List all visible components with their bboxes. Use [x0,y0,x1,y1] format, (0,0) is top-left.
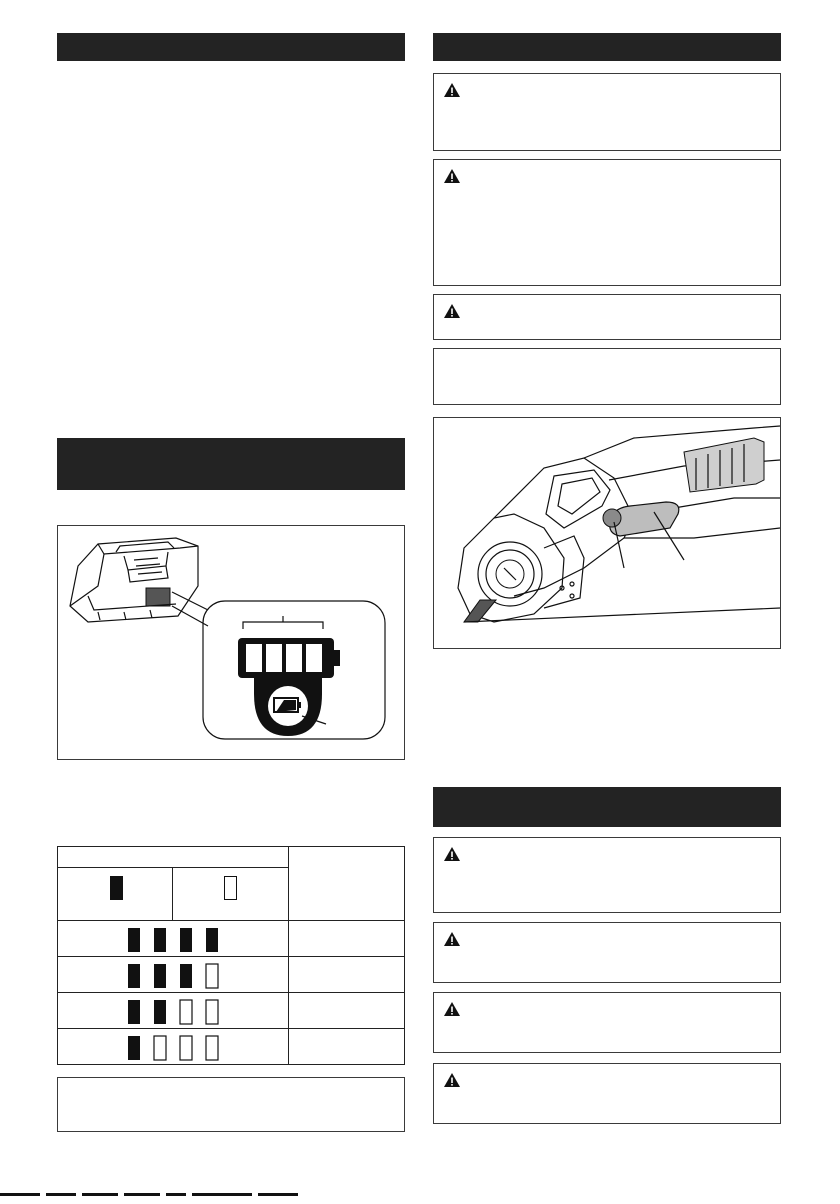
warning-box [433,159,781,286]
section-bar-right-bottom [433,787,781,827]
page-footer-fragment [0,1186,840,1192]
tool-illustration [434,418,780,648]
table-row [57,920,289,957]
warning-triangle-icon [443,168,461,184]
section-bar-left-battery [57,438,405,490]
warning-box [433,922,781,983]
lit-lamp-icon [110,876,123,900]
battery-indicator-figure [57,525,405,760]
table-header-left [57,846,289,868]
battery-capacity-table [57,846,405,1070]
table-header-right [288,846,405,921]
table-row [57,956,289,993]
lamp-row-4 [58,921,290,958]
lamp-row-2 [58,993,290,1030]
table-col-lit [57,867,173,921]
warning-triangle-icon [443,931,461,947]
warning-box [433,1063,781,1124]
warning-triangle-icon [443,1072,461,1088]
table-row-label [288,920,405,957]
note-box-right [433,348,781,405]
cutter-lock-lever-figure [433,417,781,649]
warning-box [433,837,781,913]
lamp-row-1 [58,1029,290,1066]
warning-triangle-icon [443,82,461,98]
table-row [57,1028,289,1065]
table-row-label [288,992,405,1029]
warning-triangle-icon [443,1001,461,1017]
note-box-left [57,1077,405,1132]
battery-illustration [58,526,404,759]
warning-triangle-icon [443,303,461,319]
warning-triangle-icon [443,846,461,862]
lamp-row-3 [58,957,290,994]
section-bar-right-top [433,33,781,61]
section-bar-left-top [57,33,405,61]
table-col-unlit [172,867,289,921]
table-row-label [288,1028,405,1065]
warning-box [433,992,781,1053]
warning-box [433,294,781,340]
table-row-label [288,956,405,993]
unlit-lamp-icon [224,876,237,900]
table-row [57,992,289,1029]
warning-box [433,73,781,151]
